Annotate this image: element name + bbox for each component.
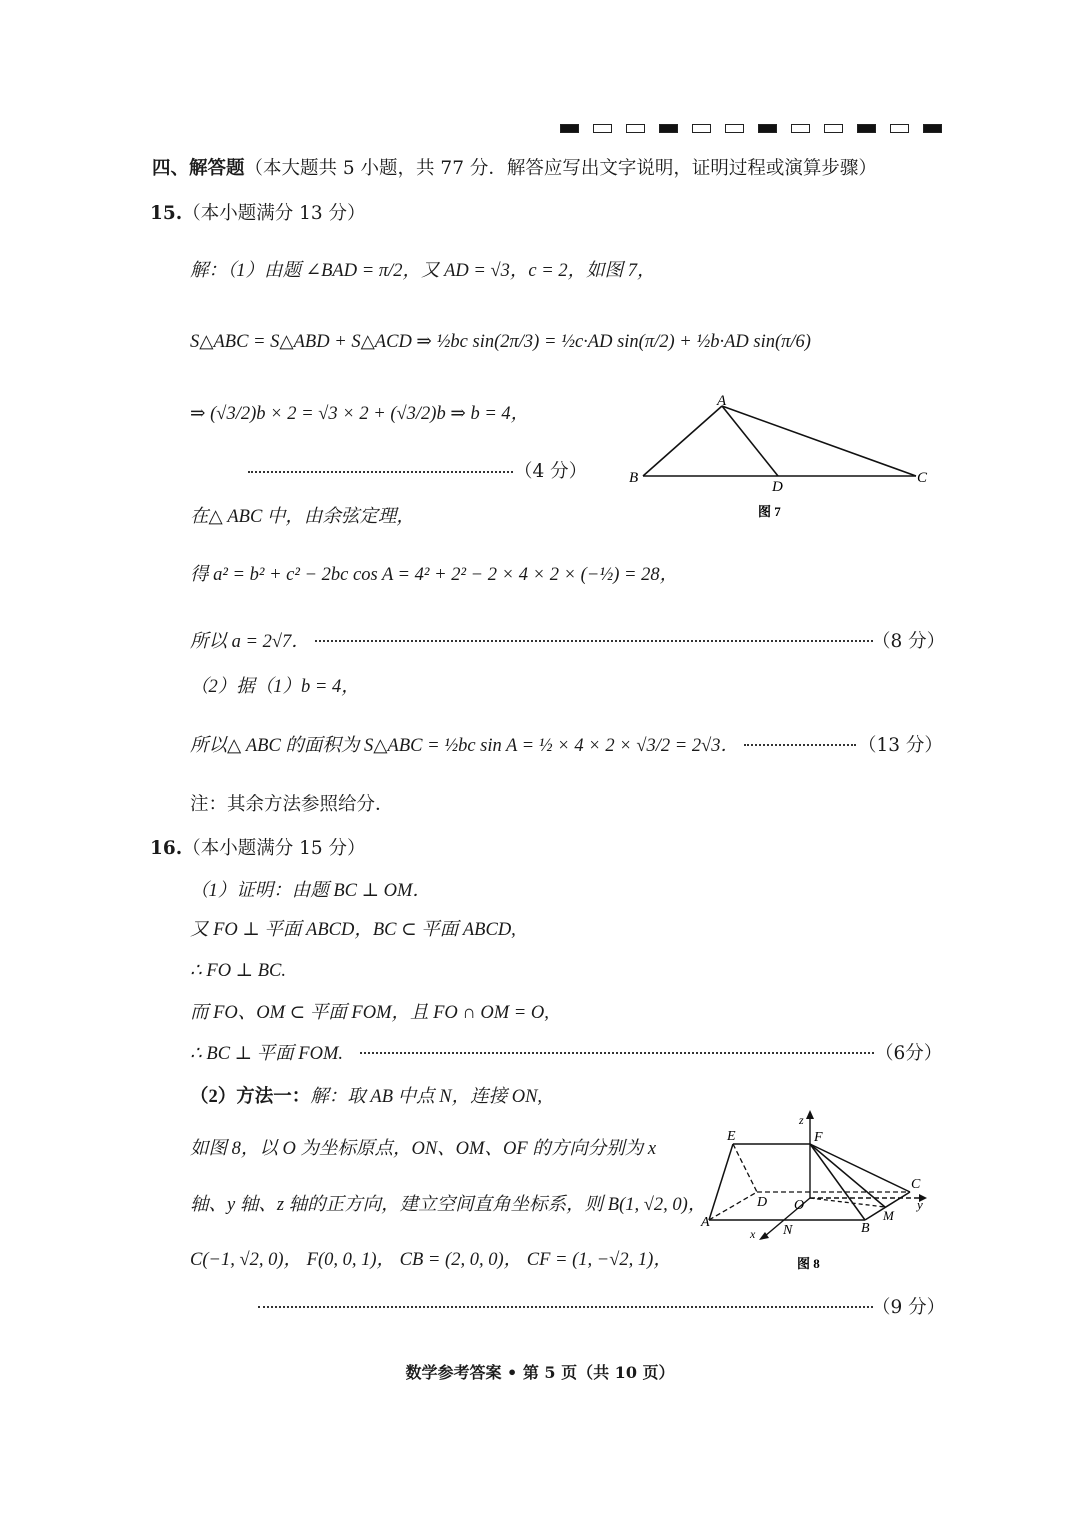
fig8-caption: 图 8 <box>797 1256 820 1271</box>
q15-score-2: （8 分） <box>872 631 946 652</box>
fig7-label-d: D <box>772 479 783 495</box>
fig8-label-c: C <box>911 1177 921 1192</box>
fig8-label-e: E <box>727 1129 736 1144</box>
q16-method-line <box>190 1088 542 1107</box>
q15-note: 注：其余方法参照给分． <box>190 794 394 815</box>
header-mark <box>857 124 876 133</box>
dot-leader <box>315 640 873 642</box>
header-mark <box>593 124 612 133</box>
q16-line-2: 又 FO ⊥ 平面 ABCD，BC ⊂ 平面 ABCD, <box>190 920 516 940</box>
header-mark <box>824 124 843 133</box>
fig8-label-b: B <box>861 1221 870 1236</box>
fig8-label-z: z <box>799 1113 804 1127</box>
fig7-caption: 图 7 <box>758 504 781 519</box>
q15-line-6: 所以 a = 2√7． <box>190 632 310 652</box>
q16-header <box>150 840 366 859</box>
section-desc: （本大题共 5 小题，共 77 分．解答应写出文字说明，证明过程或演算步骤） <box>244 158 877 179</box>
header-mark <box>692 124 711 133</box>
fig7-label-a: A <box>717 393 727 409</box>
q15-line-4: 在△ ABC 中，由余弦定理， <box>190 507 415 527</box>
q15-line-1: 解：（1）由题 ∠BAD = π/2，又 AD = √3，c = 2，如图 7， <box>190 261 656 281</box>
page-footer: 数学参考答案 • 第 5 页（共 10 页） <box>405 1363 675 1382</box>
fig8-label-y: y <box>917 1197 923 1212</box>
header-mark <box>725 124 744 133</box>
q16-line-4: 而 FO、OM ⊂ 平面 FOM，且 FO ∩ OM = O, <box>190 1003 549 1023</box>
q15-line-7: （2）据（1）b = 4， <box>190 677 360 697</box>
q16-points: （本小题满分 15 分） <box>182 838 366 859</box>
q15-line-2: S△ABC = S△ABD + S△ACD ⇒ ½bc sin(2π/3) = ½c·AD sin(π/2) + ½b·AD sin(π/6) <box>190 332 811 352</box>
q16-line-1: （1）证明：由题 BC ⊥ OM． <box>190 881 431 901</box>
header-mark <box>758 124 777 133</box>
q15-line-3: ⇒ (√3/2)b × 2 = √3 × 2 + (√3/2)b ⇒ b = 4， <box>190 404 530 424</box>
header-mark <box>791 124 810 133</box>
dot-leader <box>258 1306 873 1308</box>
section-heading <box>152 160 877 179</box>
q16-method-title: （2）方法一： <box>190 1087 311 1107</box>
q15-score-1: （4 分） <box>514 461 588 482</box>
q15-score-3: （13 分） <box>858 735 943 756</box>
q16-method-text: 解：取 AB 中点 N，连接 ON, <box>310 1087 543 1107</box>
q16-line-8: C(−1, √2, 0)， F(0, 0, 1)， CB = (2, 0, 0)， CF = (1, −√2, 1)， <box>190 1250 672 1270</box>
q16-score-1: （6分） <box>875 1043 943 1064</box>
q16-score-2: （9 分） <box>872 1297 946 1318</box>
q15-points: （本小题满分 13 分） <box>182 203 366 224</box>
q16-line-7: 轴、y 轴、z 轴的正方向，建立空间直角坐标系，则 B(1, √2, 0)， <box>190 1195 707 1215</box>
q16-line-6: 如图 8，以 O 为坐标原点，ON、OM、OF 的方向分别为 x <box>190 1139 657 1159</box>
fig7-label-b: B <box>629 470 639 486</box>
fig8-label-a: A <box>701 1215 710 1230</box>
header-mark <box>923 124 942 133</box>
fig8-label-o: O <box>794 1198 805 1213</box>
dot-leader <box>360 1052 874 1054</box>
fig8-label-n: N <box>783 1223 793 1238</box>
header-mark-strip <box>560 124 942 133</box>
q15-header <box>150 205 366 224</box>
q16-line-5: ∴ BC ⊥ 平面 FOM. <box>190 1044 344 1064</box>
header-mark <box>659 124 678 133</box>
figure-8-solid <box>695 1108 935 1278</box>
header-mark <box>560 124 579 133</box>
header-mark <box>626 124 645 133</box>
q16-number: 16. <box>150 838 183 859</box>
figure-7-triangle <box>620 390 940 525</box>
fig8-label-x: x <box>750 1227 756 1241</box>
dot-leader <box>744 744 856 746</box>
fig8-label-f: F <box>814 1130 823 1145</box>
section-title: 四、解答题 <box>152 158 245 179</box>
q15-number: 15. <box>150 203 183 224</box>
q15-line-8: 所以△ ABC 的面积为 S△ABC = ½bc sin A = ½ × 4 × 2 × √3/2 = 2√3． <box>190 736 739 756</box>
header-mark <box>890 124 909 133</box>
dot-leader <box>248 471 513 473</box>
fig8-label-d: D <box>757 1195 768 1210</box>
q16-line-3: ∴ FO ⊥ BC. <box>190 961 286 981</box>
fig8-label-m: M <box>883 1208 894 1223</box>
q15-line-5: 得 a² = b² + c² − 2bc cos A = 4² + 2² − 2 × 4 × 2 × (−½) = 28， <box>190 565 679 585</box>
fig7-label-c: C <box>917 470 928 486</box>
